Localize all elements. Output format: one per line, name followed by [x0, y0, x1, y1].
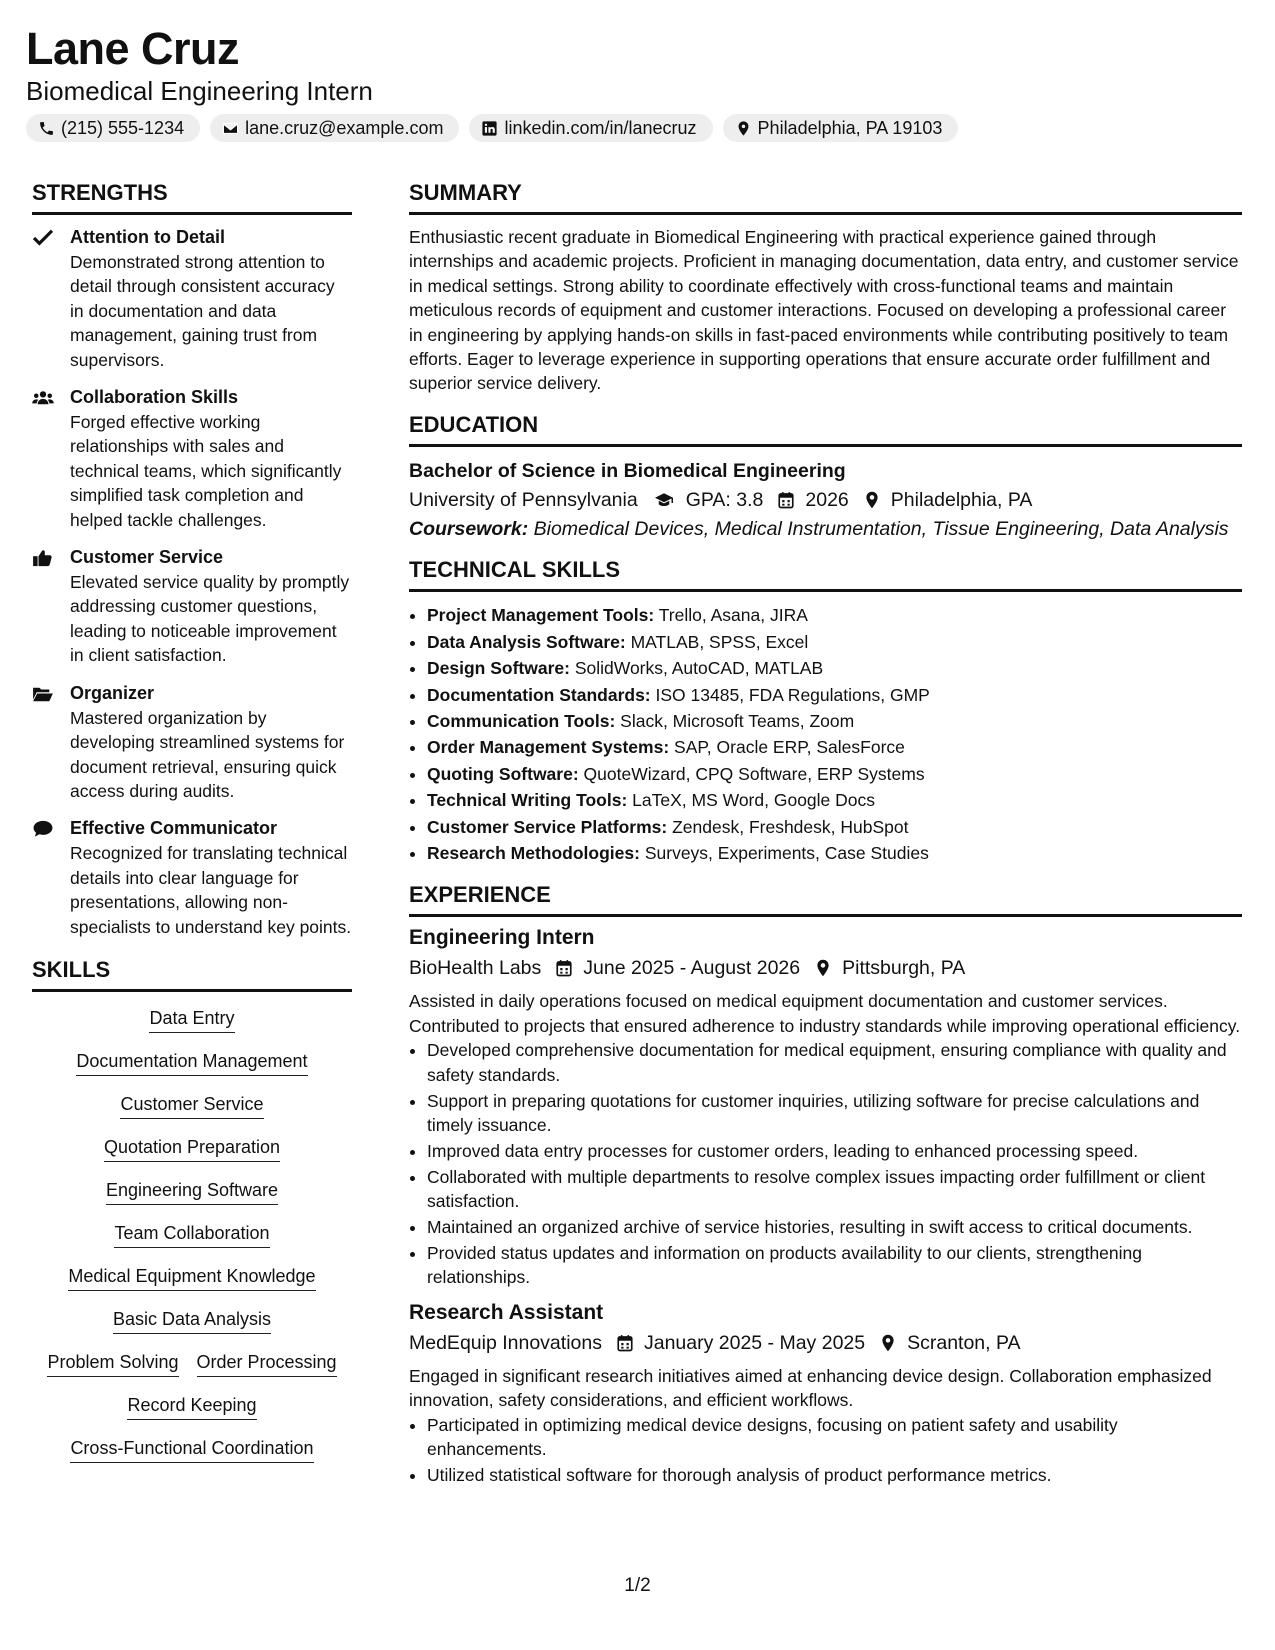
company-name: MedEquip Innovations: [409, 1331, 602, 1354]
job-dates-field: [616, 1328, 865, 1358]
map-pin-icon: [879, 1334, 897, 1352]
job-bullet: • Support in preparing quotations for customer inquiries, utilizing software for precise calculations and timely issuance.: [427, 1089, 1242, 1138]
education-section: [409, 410, 1242, 542]
skill-values: LaTeX, MS Word, Google Docs: [632, 790, 876, 811]
job-bullet: • Improved data entry processes for customer orders, leading to enhanced processing speed.: [427, 1139, 1242, 1163]
location-contact: [723, 114, 959, 142]
strength-description: Forged effective working relationships with sales and technical teams, which significantly simplified task completion and helped tackle challenges.: [70, 412, 342, 530]
coursework-line: [409, 517, 1242, 542]
strength-description: Elevated service quality by promptly addressing customer questions, leading to noticeable improvement in client satisfaction.: [70, 572, 350, 666]
job-title: Engineering Intern: [409, 926, 595, 950]
summary-section: [409, 178, 1242, 396]
linkedin-contact[interactable]: [469, 114, 712, 142]
summary-text: Enthusiastic recent graduate in Biomedical Engineering with practical experience gained through internships and academic projects. Proficient in managing documentation, data entry, and customer service in medical settings. Strong ability to coordinate effectively with cross-functional teams and maintain meticulous records of equipment and customer interactions. Focused on developing a professional career in engineering by applying hands-on skills in fast-paced environments while contributing positively to team efforts. Eager to leverage experience in supporting operations that ensure accurate order fulfillment and superior service delivery.: [409, 227, 1239, 394]
users-icon: [32, 389, 54, 407]
skill-values: Trello, Asana, JIRA: [658, 605, 808, 626]
gpa-text: GPA: 3.8: [685, 488, 764, 511]
skill-values: Surveys, Experiments, Case Studies: [644, 843, 929, 863]
phone-contact[interactable]: [26, 114, 200, 142]
email-contact[interactable]: [210, 114, 459, 142]
job-dates-field: [555, 953, 800, 983]
skill-category: Quoting Software:: [427, 763, 579, 784]
education-location-field: [863, 485, 1033, 515]
summary-heading: SUMMARY: [409, 178, 1242, 215]
skill-category: Data Analysis Software:: [427, 631, 626, 652]
skill-category: Project Management Tools:: [427, 605, 655, 626]
job-description: Engaged in significant research initiatives aimed at enhancing device design. Collaboration emphasized innovation, safety considerations, and efficient workflows.: [409, 1365, 1212, 1411]
phone-text: (215) 555-1234: [61, 118, 185, 138]
skill-tag: Documentation Management: [76, 1049, 307, 1076]
technical-skills-list: [409, 602, 1242, 866]
skill-tag: Record Keeping: [127, 1393, 256, 1420]
skill-category: Order Management Systems:: [427, 737, 670, 758]
skill-tag: Order Processing: [197, 1350, 337, 1377]
skill-tag: Quotation Preparation: [104, 1135, 280, 1162]
strength-title: Effective Communicator: [70, 818, 278, 839]
strength-title: Customer Service: [70, 547, 224, 568]
company-name: BioHealth Labs: [409, 957, 542, 980]
technical-skill-item: [427, 602, 1242, 628]
page-number: 1/2: [624, 1575, 651, 1596]
degree-title: Bachelor of Science in Biomedical Engineering: [409, 459, 846, 482]
strength-item: [32, 816, 352, 939]
job-bullets: [409, 1038, 1242, 1290]
school-name: University of Pennsylvania: [409, 488, 638, 511]
job-location-text: Pittsburgh, PA: [842, 957, 966, 980]
graduation-year-field: [777, 485, 848, 515]
skill-tag: Medical Equipment Knowledge: [68, 1264, 315, 1291]
skill-tag: Engineering Software: [106, 1178, 278, 1205]
candidate-headline: Biomedical Engineering Intern: [26, 76, 373, 106]
strength-description: Mastered organization by developing streamlined systems for document retrieval, ensuring quick access during audits.: [70, 707, 345, 801]
left-column: [32, 178, 352, 1463]
skill-category: Customer Service Platforms:: [427, 816, 668, 837]
job-bullet: • Utilized statistical software for thorough analysis of product performance metrics.: [427, 1463, 1242, 1487]
strength-item: [32, 225, 352, 372]
skills-tag-list: [32, 1002, 352, 1463]
strength-item: [32, 545, 352, 668]
job-dates-text: January 2025 - May 2025: [643, 1331, 866, 1354]
skill-values: Slack, Microsoft Teams, Zoom: [620, 710, 855, 731]
candidate-name: Lane Cruz: [26, 23, 240, 74]
skill-tag: Data Entry: [149, 1006, 234, 1033]
job-location-field: [879, 1328, 1020, 1358]
map-pin-icon: [863, 491, 881, 509]
skill-values: Zendesk, Freshdesk, HubSpot: [672, 816, 909, 837]
coursework-list: Biomedical Devices, Medical Instrumentation, Tissue Engineering, Data Analysis: [533, 517, 1229, 540]
experience-section: [409, 880, 1242, 1487]
job-bullet: • Provided status updates and information on products availability to our clients, strengthening relationships.: [427, 1241, 1242, 1290]
strength-title: Collaboration Skills: [70, 387, 239, 408]
education-meta: [409, 485, 1242, 515]
skill-tag: Basic Data Analysis: [113, 1307, 271, 1334]
linkedin-icon: [481, 120, 498, 137]
strength-description: Demonstrated strong attention to detail through consistent accuracy in documentation and data management, gaining trust from supervisors.: [70, 252, 335, 370]
technical-skill-item: [427, 787, 1242, 813]
job-bullet: • Developed comprehensive documentation for medical equipment, ensuring compliance with quality and safety standards.: [427, 1038, 1242, 1087]
skill-values: QuoteWizard, CPQ Software, ERP Systems: [583, 763, 925, 784]
job-bullet: • Maintained an organized archive of service histories, resulting in swift access to critical documents.: [427, 1215, 1242, 1239]
job-bullets: [409, 1413, 1242, 1488]
skill-values: SolidWorks, AutoCAD, MATLAB: [574, 658, 824, 679]
skill-tag: Cross-Functional Coordination: [70, 1436, 313, 1463]
technical-skill-item: [427, 734, 1242, 760]
calendar-icon: [616, 1334, 634, 1352]
skill-category: Research Methodologies:: [427, 843, 640, 863]
skill-category: Documentation Standards:: [427, 684, 651, 705]
technical-skills-heading: TECHNICAL SKILLS: [409, 555, 1242, 592]
skill-values: MATLAB, SPSS, Excel: [630, 631, 809, 652]
right-column: [409, 178, 1242, 1501]
technical-skills-section: [409, 555, 1242, 866]
technical-skill-item: [427, 682, 1242, 708]
strength-title: Organizer: [70, 682, 155, 703]
skill-category: Design Software:: [427, 658, 570, 679]
strengths-heading: STRENGTHS: [32, 178, 352, 215]
job-description: Assisted in daily operations focused on medical equipment documentation and customer services. Contributed to projects that ensured adherence to industry standards while improving operational efficiency.: [409, 991, 1241, 1036]
technical-skill-item: [427, 708, 1242, 734]
technical-skill-item: [427, 814, 1242, 840]
skill-tag: Customer Service: [120, 1092, 263, 1119]
technical-skill-item: [427, 629, 1242, 655]
strength-title: Attention to Detail: [70, 227, 225, 247]
skill-category: Technical Writing Tools:: [427, 790, 628, 811]
job-meta: [409, 1328, 1242, 1358]
folder-open-icon: [32, 685, 54, 703]
skill-values: ISO 13485, FDA Regulations, GMP: [655, 684, 930, 705]
experience-heading: EXPERIENCE: [409, 880, 1242, 917]
linkedin-text: linkedin.com/in/lanecruz: [504, 118, 697, 138]
job-location-text: Scranton, PA: [907, 1331, 1021, 1354]
strength-item: [32, 681, 352, 804]
contact-bar: [26, 114, 958, 142]
thumbs-up-icon: [32, 549, 54, 567]
education-location-text: Philadelphia, PA: [890, 488, 1033, 511]
check-icon: [32, 229, 54, 247]
email-text: lane.cruz@example.com: [245, 118, 444, 138]
skills-heading: SKILLS: [32, 955, 352, 992]
strength-description: Recognized for translating technical details into clear language for presentations, allowing non-specialists to understand key points.: [70, 843, 352, 937]
job-dates-text: June 2025 - August 2026: [583, 957, 801, 980]
job-title: Research Assistant: [409, 1300, 604, 1324]
skill-tag: Team Collaboration: [114, 1221, 269, 1248]
graduation-year-text: 2026: [805, 488, 849, 511]
job-meta: [409, 953, 1242, 983]
job-entry: [409, 1298, 1242, 1488]
phone-icon: [38, 120, 55, 137]
strength-item: [32, 385, 352, 532]
location-text: Philadelphia, PA 19103: [757, 118, 943, 138]
skill-values: SAP, Oracle ERP, SalesForce: [674, 737, 905, 758]
technical-skill-item: [427, 655, 1242, 681]
gpa-field: [652, 485, 764, 515]
technical-skill-item: [427, 761, 1242, 787]
technical-skill-item: [427, 840, 1242, 866]
job-location-field: [814, 953, 965, 983]
coursework-label: Coursework:: [409, 517, 529, 540]
job-bullet: • Participated in optimizing medical device designs, focusing on patient safety and usability enhancements.: [427, 1413, 1242, 1462]
skill-tag: Problem Solving: [47, 1350, 178, 1377]
skill-category: Communication Tools:: [427, 710, 616, 731]
envelope-icon: [222, 120, 239, 137]
map-pin-icon: [735, 120, 752, 137]
job-bullet: • Collaborated with multiple departments to resolve complex issues impacting order fulfillment or client satisfaction.: [427, 1165, 1242, 1214]
speech-bubble-icon: [32, 820, 54, 838]
education-heading: EDUCATION: [409, 410, 1242, 447]
calendar-icon: [555, 959, 573, 977]
map-pin-icon: [814, 959, 832, 977]
calendar-icon: [777, 491, 795, 509]
job-entry: [409, 923, 1242, 1289]
graduation-cap-icon: [652, 491, 676, 509]
